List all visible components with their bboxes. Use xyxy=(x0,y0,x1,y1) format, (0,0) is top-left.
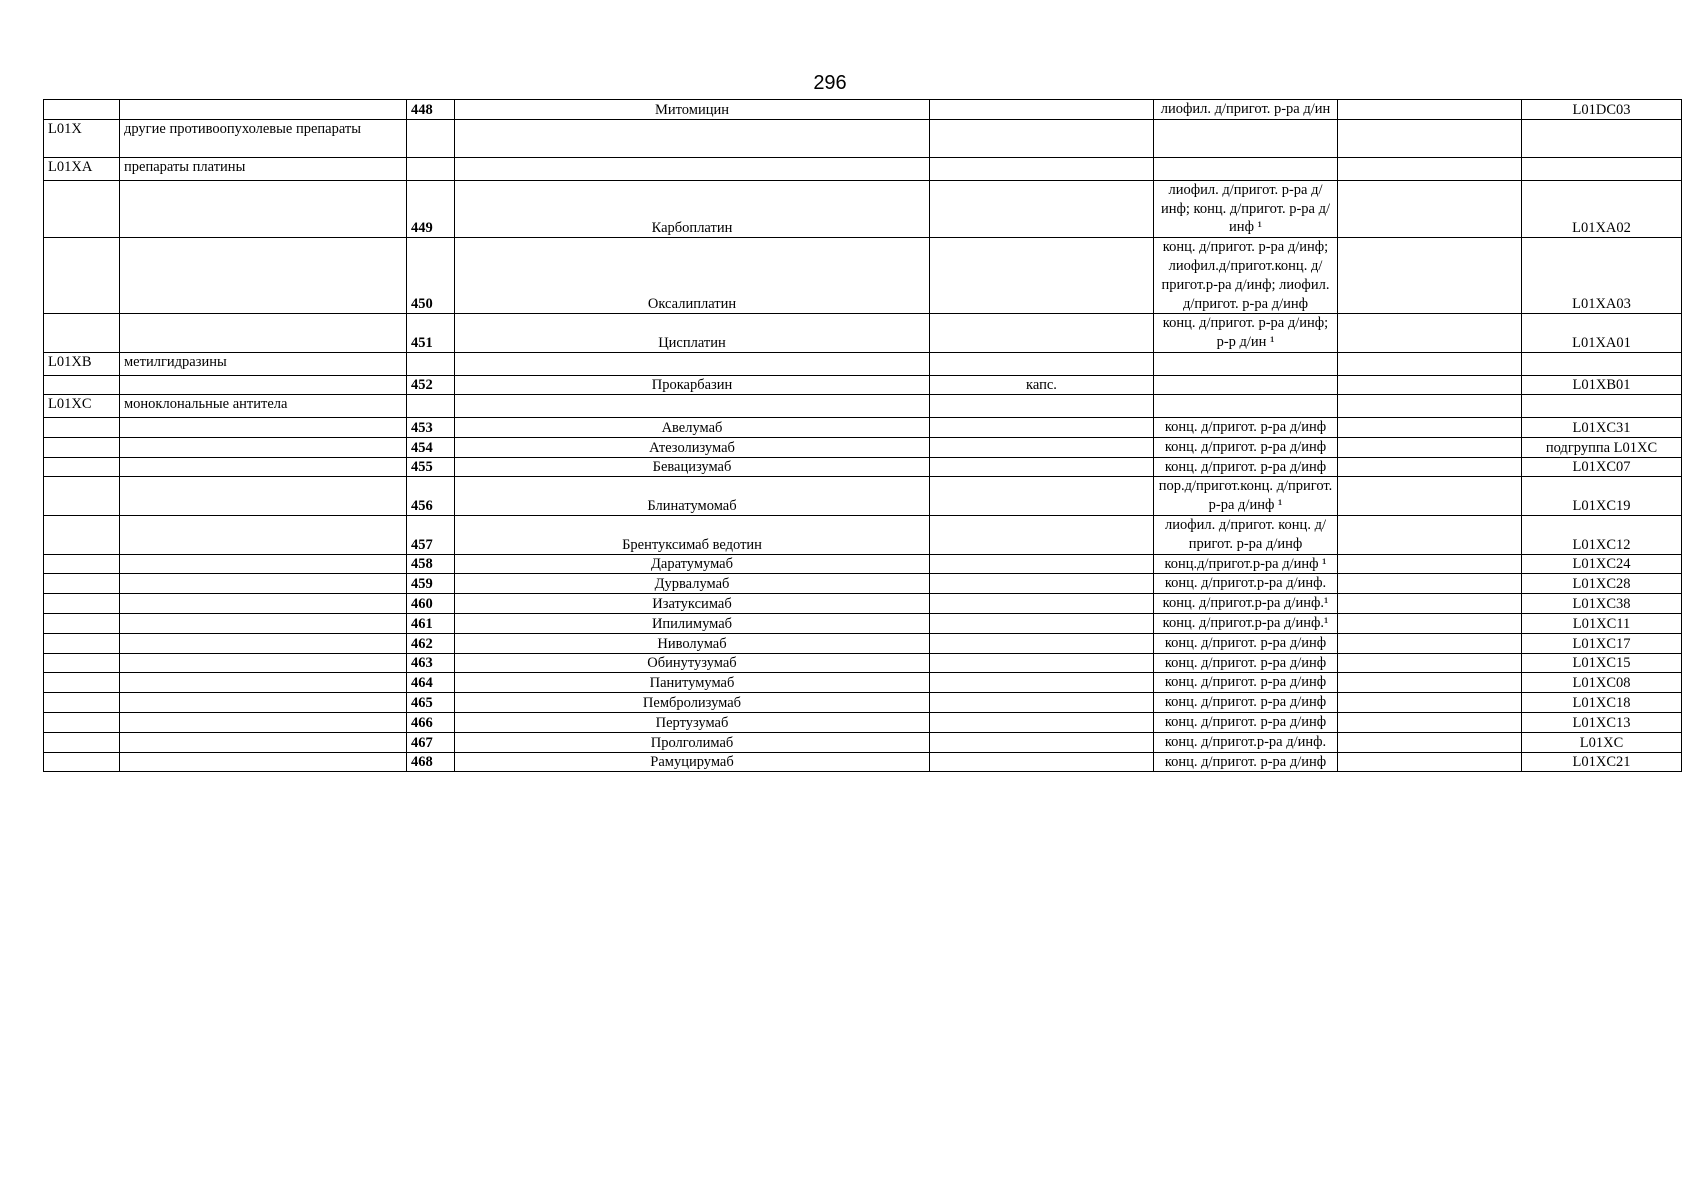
drug-row xyxy=(44,633,1682,653)
group-name-cell xyxy=(120,554,407,574)
atc-full-code-cell: L01XB01 xyxy=(1522,375,1682,394)
drug-name-cell: Ниволумаб xyxy=(455,633,930,653)
drug-row xyxy=(44,417,1682,437)
empty-cell xyxy=(1338,712,1522,732)
group-name-cell xyxy=(120,477,407,516)
atc-code-cell xyxy=(44,417,120,437)
drug-row xyxy=(44,477,1682,516)
dosage-form-alt-cell: конц.д/пригот.р-ра д/инф ¹ xyxy=(1154,554,1338,574)
dosage-form-cell xyxy=(930,437,1154,457)
empty-cell xyxy=(1338,633,1522,653)
empty-cell xyxy=(1338,457,1522,477)
drug-row xyxy=(44,180,1682,237)
empty-cell xyxy=(1338,238,1522,314)
drug-name-cell: Бевацизумаб xyxy=(455,457,930,477)
empty-cell xyxy=(1338,314,1522,353)
group-name-cell xyxy=(120,417,407,437)
empty-cell xyxy=(1338,653,1522,673)
drug-name-cell: Оксалиплатин xyxy=(455,238,930,314)
number-cell: 464 xyxy=(407,673,455,693)
dosage-form-cell xyxy=(930,352,1154,375)
number-cell: 456 xyxy=(407,477,455,516)
dosage-form-cell xyxy=(930,100,1154,120)
atc-code-cell xyxy=(44,633,120,653)
empty-cell xyxy=(1338,554,1522,574)
dosage-form-alt-cell: конц. д/пригот. р-ра д/инф xyxy=(1154,457,1338,477)
dosage-form-cell xyxy=(930,574,1154,594)
number-cell: 450 xyxy=(407,238,455,314)
empty-cell xyxy=(1338,437,1522,457)
number-cell xyxy=(407,119,455,157)
drug-name-cell: Блинатумомаб xyxy=(455,477,930,516)
atc-full-code-cell: L01XC38 xyxy=(1522,594,1682,614)
atc-full-code-cell: L01XA02 xyxy=(1522,180,1682,237)
number-cell: 459 xyxy=(407,574,455,594)
group-name-cell xyxy=(120,515,407,554)
group-name-cell xyxy=(120,457,407,477)
number-cell: 448 xyxy=(407,100,455,120)
dosage-form-cell xyxy=(930,119,1154,157)
dosage-form-cell xyxy=(930,732,1154,752)
dosage-form-alt-cell: конц. д/пригот. р-ра д/инф xyxy=(1154,417,1338,437)
dosage-form-cell xyxy=(930,457,1154,477)
dosage-form-cell xyxy=(930,594,1154,614)
dosage-form-alt-cell: конц. д/пригот. р-ра д/инф xyxy=(1154,653,1338,673)
number-cell: 451 xyxy=(407,314,455,353)
dosage-form-alt-cell: конц. д/пригот. р-ра д/инф xyxy=(1154,437,1338,457)
dosage-form-alt-cell: лиофил. д/пригот. р-ра д/инф; конц. д/пригот. р-ра д/инф ¹ xyxy=(1154,180,1338,237)
atc-full-code-cell xyxy=(1522,352,1682,375)
dosage-form-cell xyxy=(930,653,1154,673)
drug-row xyxy=(44,613,1682,633)
atc-code-cell xyxy=(44,673,120,693)
group-row xyxy=(44,119,1682,157)
empty-cell xyxy=(1338,574,1522,594)
group-name-cell xyxy=(120,594,407,614)
drug-name-cell: Цисплатин xyxy=(455,314,930,353)
atc-full-code-cell: L01XC21 xyxy=(1522,752,1682,772)
number-cell xyxy=(407,352,455,375)
dosage-form-alt-cell xyxy=(1154,119,1338,157)
group-name-cell xyxy=(120,574,407,594)
empty-cell xyxy=(1338,732,1522,752)
atc-full-code-cell: L01XC31 xyxy=(1522,417,1682,437)
drug-row xyxy=(44,594,1682,614)
atc-full-code-cell: подгруппа L01XC xyxy=(1522,437,1682,457)
drug-name-cell: Пролголимаб xyxy=(455,732,930,752)
group-name-cell xyxy=(120,633,407,653)
dosage-form-cell xyxy=(930,180,1154,237)
dosage-form-cell xyxy=(930,633,1154,653)
drug-name-cell: Митомицин xyxy=(455,100,930,120)
number-cell: 460 xyxy=(407,594,455,614)
drug-row xyxy=(44,712,1682,732)
number-cell: 467 xyxy=(407,732,455,752)
drug-name-cell: Рамуцирумаб xyxy=(455,752,930,772)
atc-full-code-cell: L01XC08 xyxy=(1522,673,1682,693)
group-name-cell xyxy=(120,613,407,633)
atc-full-code-cell: L01DC03 xyxy=(1522,100,1682,120)
drug-name-cell: Ипилимумаб xyxy=(455,613,930,633)
drug-name-cell: Пертузумаб xyxy=(455,712,930,732)
drug-name-cell: Даратумумаб xyxy=(455,554,930,574)
atc-full-code-cell: L01XC xyxy=(1522,732,1682,752)
atc-full-code-cell: L01XA03 xyxy=(1522,238,1682,314)
drug-name-cell: Дурвалумаб xyxy=(455,574,930,594)
empty-cell xyxy=(1338,157,1522,180)
dosage-form-cell xyxy=(930,673,1154,693)
drug-row xyxy=(44,732,1682,752)
drug-row xyxy=(44,457,1682,477)
number-cell: 465 xyxy=(407,693,455,713)
number-cell: 462 xyxy=(407,633,455,653)
group-row xyxy=(44,394,1682,417)
atc-code-cell xyxy=(44,100,120,120)
dosage-form-alt-cell: лиофил. д/пригот. конц. д/пригот. р-ра д/инф xyxy=(1154,515,1338,554)
atc-code-cell xyxy=(44,375,120,394)
group-name-cell: моноклональные антитела xyxy=(120,394,407,417)
drug-row xyxy=(44,314,1682,353)
atc-code-cell xyxy=(44,613,120,633)
drug-name-cell: Изатуксимаб xyxy=(455,594,930,614)
dosage-form-cell xyxy=(930,238,1154,314)
drug-name-cell: Прокарбазин xyxy=(455,375,930,394)
drug-name-cell: Брентуксимаб ведотин xyxy=(455,515,930,554)
group-name-cell xyxy=(120,437,407,457)
atc-full-code-cell: L01XC19 xyxy=(1522,477,1682,516)
drug-name-cell: Авелумаб xyxy=(455,417,930,437)
atc-full-code-cell xyxy=(1522,119,1682,157)
empty-cell xyxy=(1338,613,1522,633)
dosage-form-cell xyxy=(930,613,1154,633)
group-name-cell xyxy=(120,238,407,314)
dosage-form-cell xyxy=(930,477,1154,516)
dosage-form-cell xyxy=(930,314,1154,353)
dosage-form-cell xyxy=(930,554,1154,574)
number-cell: 453 xyxy=(407,417,455,437)
drug-row xyxy=(44,375,1682,394)
group-name-cell xyxy=(120,100,407,120)
drug-row xyxy=(44,693,1682,713)
drug-row xyxy=(44,673,1682,693)
atc-code-cell: L01XC xyxy=(44,394,120,417)
empty-cell xyxy=(1338,352,1522,375)
atc-code-cell xyxy=(44,693,120,713)
drug-row xyxy=(44,515,1682,554)
drug-table xyxy=(43,99,1682,772)
atc-code-cell xyxy=(44,752,120,772)
group-name-cell xyxy=(120,375,407,394)
page-number: 296 xyxy=(813,72,847,94)
empty-cell xyxy=(1338,375,1522,394)
atc-full-code-cell: L01XC11 xyxy=(1522,613,1682,633)
dosage-form-cell xyxy=(930,515,1154,554)
number-cell: 449 xyxy=(407,180,455,237)
dosage-form-cell xyxy=(930,693,1154,713)
group-name-cell xyxy=(120,653,407,673)
number-cell: 452 xyxy=(407,375,455,394)
atc-code-cell xyxy=(44,477,120,516)
dosage-form-alt-cell: конц. д/пригот. р-ра д/инф xyxy=(1154,633,1338,653)
dosage-form-alt-cell: конц. д/пригот. р-ра д/инф xyxy=(1154,673,1338,693)
atc-full-code-cell: L01XC17 xyxy=(1522,633,1682,653)
group-row xyxy=(44,352,1682,375)
atc-code-cell xyxy=(44,712,120,732)
drug-name-cell: Атезолизумаб xyxy=(455,437,930,457)
atc-full-code-cell: L01XC15 xyxy=(1522,653,1682,673)
atc-code-cell xyxy=(44,554,120,574)
atc-code-cell xyxy=(44,653,120,673)
empty-cell xyxy=(1338,119,1522,157)
group-name-cell: препараты платины xyxy=(120,157,407,180)
empty-cell xyxy=(1338,752,1522,772)
dosage-form-alt-cell: конц. д/пригот.р-ра д/инф.¹ xyxy=(1154,613,1338,633)
atc-code-cell xyxy=(44,732,120,752)
dosage-form-alt-cell: конц. д/пригот. р-ра д/инф xyxy=(1154,752,1338,772)
drug-row xyxy=(44,238,1682,314)
number-cell: 468 xyxy=(407,752,455,772)
dosage-form-alt-cell: пор.д/пригот.конц. д/пригот. р-ра д/инф ¹ xyxy=(1154,477,1338,516)
number-cell: 463 xyxy=(407,653,455,673)
dosage-form-alt-cell xyxy=(1154,394,1338,417)
group-name-cell xyxy=(120,752,407,772)
number-cell: 461 xyxy=(407,613,455,633)
atc-full-code-cell: L01XC12 xyxy=(1522,515,1682,554)
empty-cell xyxy=(1338,394,1522,417)
atc-full-code-cell: L01XC24 xyxy=(1522,554,1682,574)
dosage-form-alt-cell: конц. д/пригот.р-ра д/инф.¹ xyxy=(1154,594,1338,614)
dosage-form-alt-cell: конц. д/пригот. р-ра д/инф xyxy=(1154,712,1338,732)
number-cell: 466 xyxy=(407,712,455,732)
dosage-form-cell xyxy=(930,712,1154,732)
drug-name-cell: Обинутузумаб xyxy=(455,653,930,673)
dosage-form-alt-cell xyxy=(1154,157,1338,180)
number-cell: 455 xyxy=(407,457,455,477)
dosage-form-alt-cell: конц. д/пригот. р-ра д/инф; лиофил.д/пригот.конц. д/пригот.р-ра д/инф; лиофил. д/пригот. р-ра д/инф xyxy=(1154,238,1338,314)
atc-code-cell xyxy=(44,594,120,614)
drug-name-cell xyxy=(455,352,930,375)
drug-name-cell xyxy=(455,157,930,180)
atc-code-cell xyxy=(44,314,120,353)
dosage-form-alt-cell: конц. д/пригот. р-ра д/инф; р-р д/ин ¹ xyxy=(1154,314,1338,353)
atc-code-cell xyxy=(44,437,120,457)
drug-row xyxy=(44,437,1682,457)
dosage-form-alt-cell: лиофил. д/пригот. р-ра д/ин xyxy=(1154,100,1338,120)
dosage-form-cell xyxy=(930,752,1154,772)
dosage-form-alt-cell: конц. д/пригот.р-ра д/инф. xyxy=(1154,574,1338,594)
group-name-cell xyxy=(120,712,407,732)
number-cell xyxy=(407,157,455,180)
group-name-cell: другие противоопухолевые препараты xyxy=(120,119,407,157)
empty-cell xyxy=(1338,180,1522,237)
dosage-form-cell xyxy=(930,417,1154,437)
atc-full-code-cell xyxy=(1522,394,1682,417)
atc-full-code-cell: L01XC07 xyxy=(1522,457,1682,477)
table-body xyxy=(44,100,1682,772)
drug-row xyxy=(44,653,1682,673)
atc-code-cell: L01XB xyxy=(44,352,120,375)
number-cell xyxy=(407,394,455,417)
dosage-form-alt-cell: конц. д/пригот.р-ра д/инф. xyxy=(1154,732,1338,752)
dosage-form-cell: капс. xyxy=(930,375,1154,394)
group-name-cell xyxy=(120,314,407,353)
dosage-form-cell xyxy=(930,157,1154,180)
empty-cell xyxy=(1338,515,1522,554)
drug-row xyxy=(44,100,1682,120)
dosage-form-cell xyxy=(930,394,1154,417)
drug-row xyxy=(44,574,1682,594)
drug-name-cell xyxy=(455,394,930,417)
empty-cell xyxy=(1338,417,1522,437)
atc-code-cell: L01XA xyxy=(44,157,120,180)
group-name-cell xyxy=(120,732,407,752)
atc-full-code-cell: L01XC13 xyxy=(1522,712,1682,732)
atc-code-cell xyxy=(44,457,120,477)
dosage-form-alt-cell xyxy=(1154,352,1338,375)
number-cell: 454 xyxy=(407,437,455,457)
group-name-cell: метилгидразины xyxy=(120,352,407,375)
atc-full-code-cell: L01XA01 xyxy=(1522,314,1682,353)
drug-row xyxy=(44,554,1682,574)
drug-row xyxy=(44,752,1682,772)
atc-code-cell xyxy=(44,515,120,554)
number-cell: 458 xyxy=(407,554,455,574)
empty-cell xyxy=(1338,477,1522,516)
empty-cell xyxy=(1338,693,1522,713)
atc-full-code-cell xyxy=(1522,157,1682,180)
group-name-cell xyxy=(120,693,407,713)
atc-code-cell xyxy=(44,238,120,314)
dosage-form-alt-cell xyxy=(1154,375,1338,394)
atc-code-cell xyxy=(44,180,120,237)
group-name-cell xyxy=(120,180,407,237)
atc-code-cell: L01X xyxy=(44,119,120,157)
group-name-cell xyxy=(120,673,407,693)
drug-name-cell: Панитумумаб xyxy=(455,673,930,693)
drug-name-cell xyxy=(455,119,930,157)
empty-cell xyxy=(1338,673,1522,693)
number-cell: 457 xyxy=(407,515,455,554)
group-row xyxy=(44,157,1682,180)
drug-name-cell: Пембролизумаб xyxy=(455,693,930,713)
drug-name-cell: Карбоплатин xyxy=(455,180,930,237)
atc-code-cell xyxy=(44,574,120,594)
empty-cell xyxy=(1338,100,1522,120)
empty-cell xyxy=(1338,594,1522,614)
atc-full-code-cell: L01XC28 xyxy=(1522,574,1682,594)
atc-full-code-cell: L01XC18 xyxy=(1522,693,1682,713)
dosage-form-alt-cell: конц. д/пригот. р-ра д/инф xyxy=(1154,693,1338,713)
